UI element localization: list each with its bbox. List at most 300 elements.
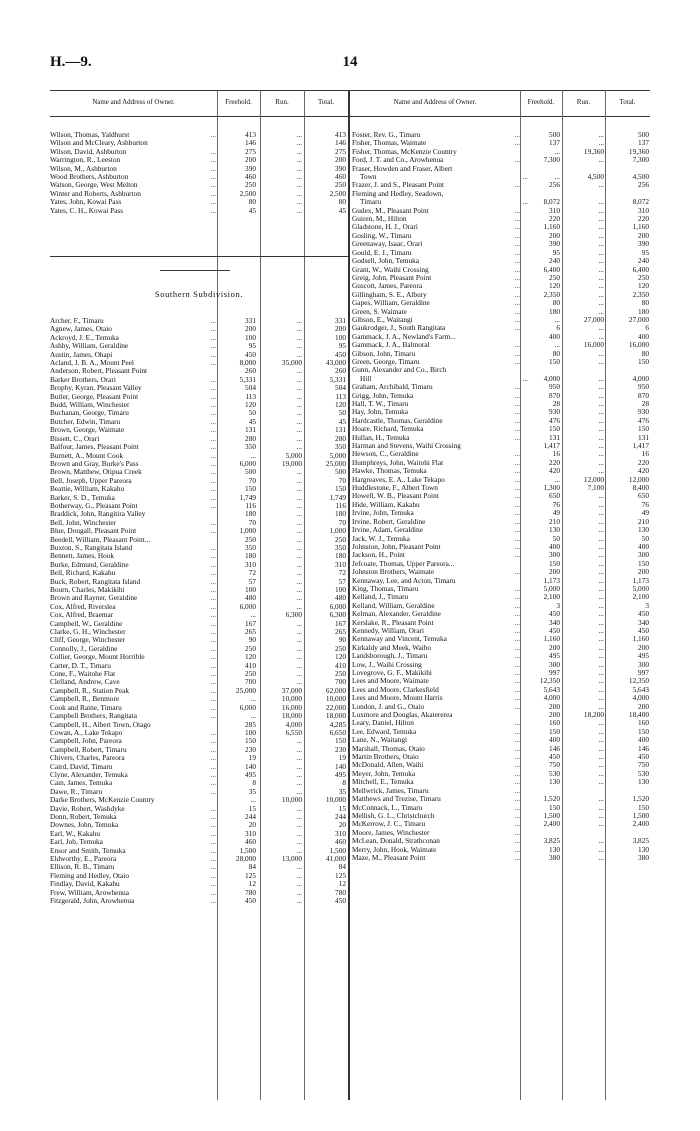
freehold-value: 1,160 (543, 634, 560, 644)
total-value: 700 (335, 677, 346, 687)
freehold-value: ... (250, 450, 256, 460)
run-value: ... (296, 416, 302, 426)
owner-cell (352, 240, 520, 248)
owner-name: Campbell Brothers, Rangitata (50, 712, 137, 721)
owner-name: Gould, E. J., Timaru (352, 248, 412, 257)
owner-cell (352, 350, 520, 358)
run-value: 19,360 (583, 146, 604, 156)
owner-cell (50, 611, 216, 619)
run-value: 10,000 (281, 795, 302, 805)
owner-cell (352, 383, 520, 391)
total-value: 310 (335, 828, 346, 838)
freehold-value: 280 (245, 433, 256, 443)
owner-name: Brown and Gray, Burke's Pass (50, 459, 139, 468)
owner-cell (50, 334, 216, 342)
run-value: ... (598, 356, 604, 366)
owner-cell (50, 670, 216, 678)
leader-dots: ... (514, 357, 520, 366)
owner-cell (352, 593, 520, 601)
freehold-value: 72 (248, 568, 256, 578)
total-value: 504 (335, 383, 346, 393)
owner-name: Irvine, Adam, Geraldine (352, 526, 423, 535)
leader-dots: ... (210, 855, 216, 863)
leader-dots: ... (210, 695, 216, 704)
freehold-value: 6,400 (543, 264, 560, 274)
leader-dots: ... (514, 139, 520, 148)
owner-cell (50, 198, 216, 206)
table-row (50, 763, 348, 771)
owner-cell (352, 661, 520, 669)
leader-dots: ... (514, 626, 520, 635)
table-row (352, 450, 650, 458)
run-value: ... (598, 382, 604, 392)
column-header-freehold: Freehold. (225, 98, 252, 106)
freehold-value: 90 (248, 635, 256, 645)
total-value: 6 (645, 323, 649, 333)
total-value: 750 (638, 760, 649, 770)
total-value: 19,360 (628, 146, 649, 156)
owners-table (50, 90, 650, 1100)
run-value: ... (598, 508, 604, 518)
owner-cell (50, 830, 216, 838)
run-value: ... (296, 526, 302, 536)
owner-cell (50, 872, 216, 880)
freehold-value: 16 (552, 449, 560, 459)
owner-name: Mellish, G. L., Christchurch (352, 811, 435, 820)
run-value: ... (598, 281, 604, 291)
table-row (50, 678, 348, 686)
total-value: 18,000 (325, 711, 346, 721)
run-value: ... (296, 769, 302, 779)
table-row (50, 519, 348, 527)
leader-dots: ... (514, 492, 520, 501)
owner-cell (352, 459, 520, 467)
owner-name: Gammack, J. A., Newland's Farm... (352, 332, 456, 341)
total-value: 1,749 (329, 492, 346, 502)
owner-cell (352, 467, 520, 475)
owner-name: Lee, Edward, Temuka (352, 727, 417, 736)
total-value: 450 (335, 349, 346, 359)
leader-dots: ... (210, 206, 216, 215)
owner-cell (50, 636, 216, 644)
owner-name: Moore, James, Winchester (352, 828, 430, 837)
total-value: 250 (335, 643, 346, 653)
owner-cell (352, 282, 520, 290)
leader-dots: ... (210, 661, 216, 670)
owner-name: Fitzgerald, John, Arowhenua (50, 897, 135, 906)
total-value: 2,350 (632, 289, 649, 299)
owner-name: Warrington, R., Leeston (50, 156, 121, 165)
total-value: 80 (641, 348, 649, 358)
owner-name: Campbell, R., Station Peak (50, 686, 130, 695)
run-value: ... (296, 205, 302, 215)
freehold-value: 340 (549, 617, 560, 627)
freehold-value: 7,300 (543, 155, 560, 165)
total-value: 6,300 (329, 610, 346, 620)
owner-name: Greig, John, Pleasant Point (352, 273, 432, 282)
leader-dots: ... (514, 845, 520, 854)
total-value: 1,160 (632, 222, 649, 232)
leader-dots: ... (210, 880, 216, 889)
left-column-bottom (50, 317, 348, 905)
run-value: ... (598, 516, 604, 526)
owner-name: Harman and Stevens, Waihi Crossing (352, 442, 461, 451)
total-value: 1,000 (329, 526, 346, 536)
freehold-value: 6,000 (239, 702, 256, 712)
freehold-value: 300 (549, 550, 560, 560)
run-value: ... (296, 896, 302, 906)
owner-cell (352, 425, 520, 433)
table-row (50, 502, 348, 510)
leader-dots: ... (210, 754, 216, 763)
total-value: 230 (335, 744, 346, 754)
table-row (352, 434, 650, 442)
total-value: 140 (335, 761, 346, 771)
owner-cell (352, 156, 520, 164)
owner-name: Barker Brothers, Orari (50, 375, 116, 384)
table-row (352, 854, 650, 862)
leader-dots: ... (210, 147, 216, 156)
table-row (352, 577, 650, 585)
owner-cell (50, 754, 216, 762)
total-value: 300 (638, 550, 649, 560)
table-row (50, 452, 348, 460)
leader-dots: ... (210, 636, 216, 645)
freehold-value: ... (554, 340, 560, 350)
leader-dots: ... (514, 299, 520, 308)
total-value: 130 (638, 844, 649, 854)
run-value: ... (598, 155, 604, 165)
total-value: 80 (641, 298, 649, 308)
freehold-value: 28 (552, 399, 560, 408)
freehold-value: 200 (245, 324, 256, 334)
run-value: ... (296, 669, 302, 679)
leader-dots: ... (210, 670, 216, 679)
leader-dots: ... (522, 198, 528, 207)
run-value: ... (296, 618, 302, 628)
total-value: 4,000 (632, 373, 649, 383)
run-value: ... (296, 349, 302, 359)
freehold-value: 250 (245, 669, 256, 679)
total-value: 28 (641, 399, 649, 408)
leader-dots: ... (210, 611, 216, 620)
run-value: 16,000 (281, 702, 302, 712)
run-value: ... (296, 374, 302, 384)
leader-dots: ... (210, 577, 216, 586)
leader-dots: ... (210, 527, 216, 536)
table-row (50, 181, 348, 189)
owner-name: Hall, T. W., Timaru (352, 400, 409, 408)
table-row (50, 838, 348, 846)
freehold-value: 495 (245, 769, 256, 779)
total-value: 41,000 (325, 854, 346, 863)
freehold-value: 1,160 (543, 222, 560, 232)
leader-dots: ... (514, 324, 520, 333)
table-row (352, 652, 650, 660)
owner-name: Campbell, John, Pareora (50, 737, 122, 746)
run-value: ... (296, 467, 302, 477)
run-value: 18,000 (281, 711, 302, 721)
owner-cell (352, 686, 520, 694)
owner-name: Green, S. Waimate (352, 307, 407, 316)
leader-dots: ... (514, 231, 520, 240)
total-value: 25,000 (325, 458, 346, 468)
freehold-value: 50 (552, 533, 560, 543)
leader-dots: ... (514, 803, 520, 812)
leader-dots: ... (514, 736, 520, 745)
freehold-value: 100 (245, 727, 256, 737)
freehold-value: 350 (245, 442, 256, 452)
freehold-value: 130 (549, 777, 560, 787)
owner-name: Hewson, C., Geraldine (352, 450, 419, 459)
owner-cell (50, 165, 216, 173)
freehold-value: 57 (248, 576, 256, 586)
freehold-value: 160 (549, 718, 560, 728)
table-row (50, 443, 348, 451)
freehold-value: ... (250, 711, 256, 721)
total-value: 8,072 (632, 197, 649, 207)
owner-name: Brown, George, Waimate (50, 426, 125, 435)
owner-name: Hide, William, Kakahu (352, 500, 420, 509)
owner-cell (352, 778, 520, 786)
table-row (50, 359, 348, 367)
total-value: 62,000 (325, 685, 346, 695)
freehold-value: 500 (549, 130, 560, 139)
total-value: 150 (638, 424, 649, 434)
owner-name: Foster, Rev. G., Timaru (352, 131, 421, 139)
owner-name: Gillingham, S. E., Albury (352, 290, 427, 299)
owner-name: Meyer, John, Temuka (352, 769, 416, 778)
owner-cell (50, 181, 216, 189)
freehold-value: 130 (549, 525, 560, 535)
owner-name: Findlay, David, Kakahu (50, 880, 120, 889)
owner-name: Winter and Roberts, Ashburton (50, 189, 141, 198)
freehold-value: ... (554, 146, 560, 156)
owner-name: Budd, William, Winchester (50, 401, 130, 410)
leader-dots: ... (210, 703, 216, 712)
owner-name: Anderson, Robert, Pleasant Point (50, 367, 148, 376)
table-row (352, 291, 650, 299)
run-value: ... (598, 424, 604, 434)
table-row (352, 677, 650, 685)
total-value: 350 (335, 442, 346, 452)
total-value: 200 (638, 701, 649, 711)
total-value: 70 (338, 517, 346, 527)
leader-dots: ... (514, 719, 520, 728)
run-value: ... (598, 222, 604, 232)
owner-cell (352, 619, 520, 627)
leader-dots: ... (210, 350, 216, 359)
total-value: 280 (335, 433, 346, 443)
owner-name: Wilson, M., Ashburton (50, 164, 117, 173)
table-row (50, 468, 348, 476)
run-value: ... (296, 138, 302, 148)
owner-name: Butcher, Edwin, Timaru (50, 417, 121, 426)
owner-cell (50, 586, 216, 594)
leader-dots: ... (514, 853, 520, 862)
document-code: H.—9. (50, 54, 92, 70)
owner-name: Collier, George, Mount Horrible (50, 653, 145, 662)
freehold-value: 256 (549, 180, 560, 190)
table-row (352, 417, 650, 425)
owner-name: Fleming and Hedley, Seadown, (352, 189, 444, 198)
run-value: ... (598, 684, 604, 694)
table-row (352, 627, 650, 635)
run-value: ... (598, 533, 604, 543)
table-row (352, 635, 650, 643)
total-value: 50 (641, 533, 649, 543)
leader-dots: ... (514, 652, 520, 661)
table-row (352, 820, 650, 828)
run-value: ... (598, 701, 604, 711)
total-value: 150 (335, 484, 346, 494)
total-value: 200 (335, 324, 346, 334)
run-value: ... (598, 651, 604, 661)
table-row (50, 485, 348, 493)
freehold-value: 25,000 (235, 685, 256, 695)
freehold-value: 310 (245, 559, 256, 569)
run-value: 13,000 (281, 854, 302, 863)
run-value: ... (296, 475, 302, 485)
freehold-value: ... (250, 795, 256, 805)
leader-dots: ... (514, 534, 520, 543)
run-value: ... (598, 852, 604, 862)
owner-name: Hill (360, 374, 372, 383)
owner-cell (50, 729, 216, 737)
page-number: 14 (342, 54, 358, 70)
owner-cell (50, 813, 216, 821)
owner-name: Matthews and Trezise, Timaru (352, 795, 441, 804)
owner-name: Acland, J. B. A., Mount Peel (50, 359, 134, 368)
freehold-value: 1,173 (543, 575, 560, 585)
run-value: ... (296, 643, 302, 653)
freehold-value: 120 (245, 400, 256, 410)
table-row (50, 586, 348, 594)
owner-name: Hullan, H., Temuka (352, 433, 410, 442)
owner-cell (352, 703, 520, 711)
table-row (352, 308, 650, 316)
freehold-value: 310 (245, 828, 256, 838)
total-value: 22,000 (325, 702, 346, 712)
owner-name: McDonald, Allen, Waihi (352, 761, 424, 770)
total-value: 400 (638, 735, 649, 745)
owner-name: Campbell, W., Geraldine (50, 619, 123, 628)
owner-name: Barker, S. D., Temuka (50, 493, 115, 502)
owner-name: Bell, John, Winchester (50, 518, 117, 527)
total-value: 331 (335, 316, 346, 325)
table-row (50, 435, 348, 443)
owner-name: Johnston, John, Pleasant Point (352, 542, 441, 551)
leader-dots: ... (514, 500, 520, 509)
run-value: ... (296, 585, 302, 594)
total-value: 460 (335, 837, 346, 847)
leader-dots: ... (210, 619, 216, 628)
run-value: ... (296, 761, 302, 771)
run-value: ... (296, 677, 302, 687)
owner-name: Grigg, John, Temuka (352, 391, 414, 400)
freehold-value: 80 (552, 298, 560, 308)
run-value: ... (598, 600, 604, 610)
total-value: 650 (638, 491, 649, 501)
freehold-value: 1,000 (239, 526, 256, 536)
table-row (352, 173, 650, 181)
total-value: 150 (638, 726, 649, 736)
total-value: 2,100 (632, 592, 649, 602)
table-row (352, 467, 650, 475)
column-header-total: Total. (619, 98, 636, 106)
run-value: ... (598, 642, 604, 652)
owner-name: Timaru (360, 198, 382, 207)
owner-name: Fraser, Howden and Fraser, Albert (352, 164, 453, 173)
leader-dots: ... (514, 635, 520, 644)
owner-cell (352, 644, 520, 652)
total-value: 1,173 (632, 575, 649, 585)
table-row (352, 846, 650, 854)
leader-dots: ... (210, 804, 216, 813)
total-value: 12,000 (628, 474, 649, 484)
total-value: 76 (641, 499, 649, 509)
owner-cell (352, 787, 520, 795)
leader-dots: ... (514, 601, 520, 610)
run-value: 19,000 (281, 458, 302, 468)
owner-cell (50, 578, 216, 586)
left-column-top (50, 131, 348, 215)
owner-name: Bell, Richard, Kakahu (50, 569, 116, 578)
table-row (352, 131, 650, 139)
table-row (352, 501, 650, 509)
run-value: ... (598, 331, 604, 341)
owner-cell (50, 418, 216, 426)
total-value: 200 (335, 155, 346, 165)
freehold-value: 100 (245, 585, 256, 594)
leader-dots: ... (514, 475, 520, 484)
owner-cell (50, 376, 216, 384)
owner-name: Burnett, A., Mount Cook (50, 451, 123, 460)
owner-cell (352, 770, 520, 778)
freehold-value: 3 (556, 600, 560, 610)
owner-cell (352, 223, 520, 231)
owner-name: Archer, F., Timaru (50, 317, 104, 325)
leader-dots: ... (514, 677, 520, 686)
table-row (352, 383, 650, 391)
run-value: ... (598, 718, 604, 728)
table-row (50, 409, 348, 417)
freehold-value: 450 (549, 752, 560, 762)
freehold-value: 150 (549, 356, 560, 366)
total-value: 265 (335, 627, 346, 637)
total-value: 244 (335, 811, 346, 821)
leader-dots: ... (210, 821, 216, 830)
owner-cell (50, 494, 216, 502)
total-value: 240 (638, 256, 649, 266)
leader-dots: ... (514, 694, 520, 703)
freehold-value: 80 (248, 197, 256, 207)
owner-cell (50, 485, 216, 493)
owner-name: Lane, N., Waitangi (352, 736, 408, 745)
leader-dots: ... (210, 653, 216, 662)
owner-name: Chivers, Charles, Pareora (50, 754, 125, 763)
freehold-value: 146 (245, 138, 256, 148)
owner-name: Dawe, R., Timaru (50, 787, 103, 796)
total-value: 4,000 (632, 693, 649, 703)
freehold-value: 200 (549, 710, 560, 720)
owner-cell (50, 889, 216, 897)
total-value: 340 (638, 617, 649, 627)
leader-dots: ... (514, 669, 520, 677)
freehold-value: 150 (245, 736, 256, 746)
total-value: 256 (638, 180, 649, 190)
owner-name: Irvine, Robert, Geraldine (352, 517, 426, 526)
